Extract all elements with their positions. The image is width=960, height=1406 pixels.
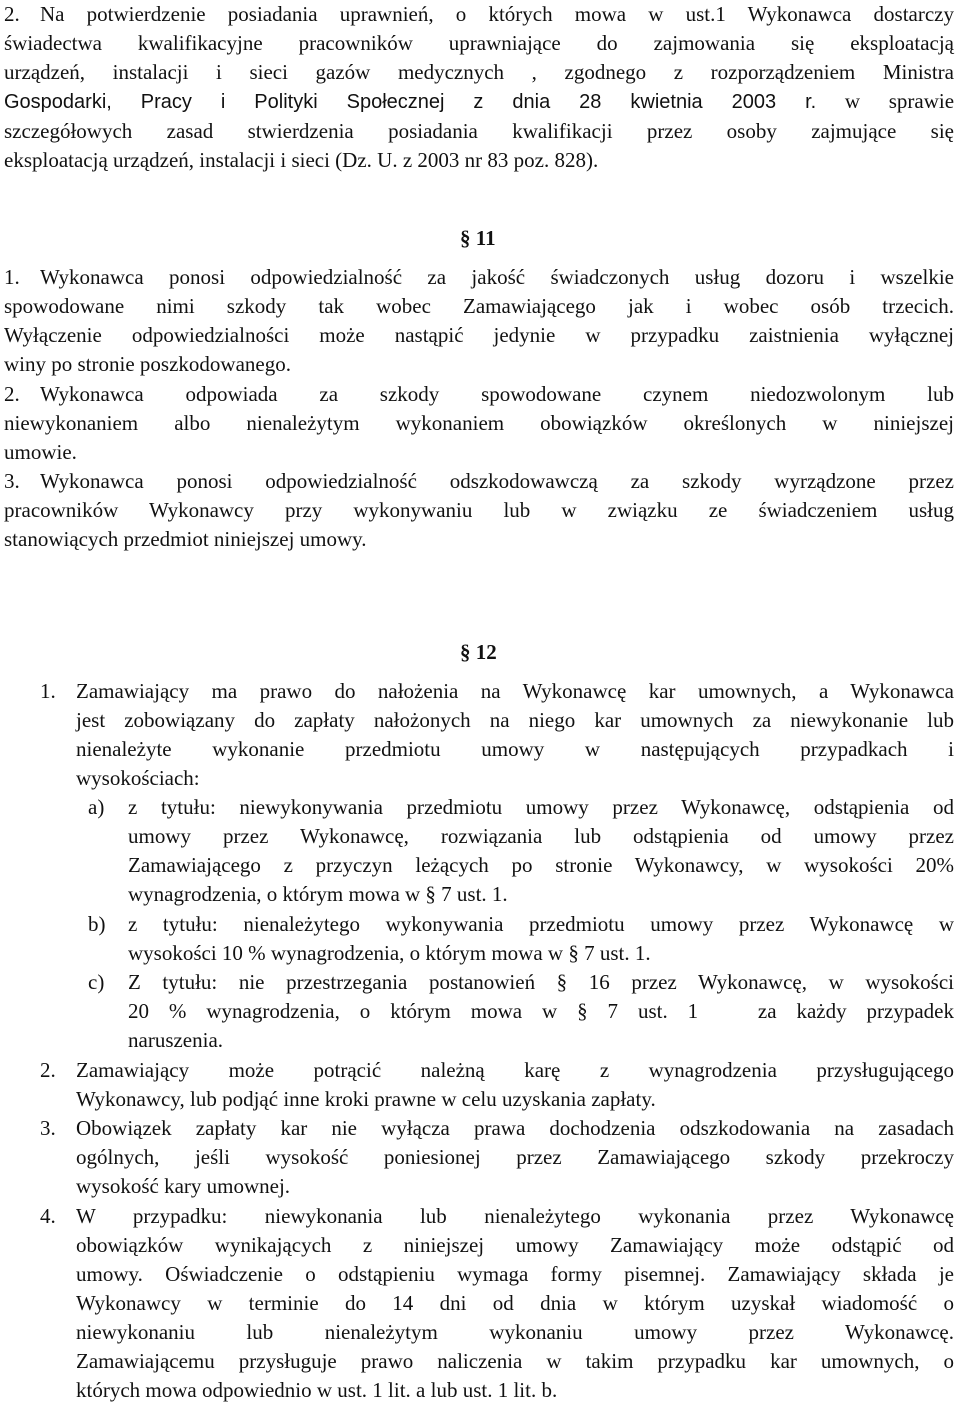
- text-line: niewykonaniem albo nienależytym wykonaniem obowiązków określonych w niniejszej: [4, 411, 954, 435]
- paragraph-12-2: [76, 1056, 954, 1114]
- item-number: 3.: [4, 469, 20, 493]
- item-number: 3.: [40, 1116, 56, 1140]
- section-heading-12: § 12: [460, 640, 497, 664]
- paragraph-11-1: [40, 263, 954, 292]
- subitem-c: [128, 968, 954, 1055]
- text-line: Wykonawca ponosi odpowiedzialność odszkodowawczą za szkody wyrządzone przez: [40, 469, 954, 493]
- text-line: pracowników Wykonawcy przy wykonywaniu lub w związku ze świadczeniem usług: [4, 498, 954, 522]
- paragraph-12-3: [76, 1114, 954, 1201]
- text-line: Zamawiającemu przysługuje prawo naliczenia w takim przypadku kar umownych, o: [76, 1349, 954, 1373]
- item-number: 2.: [40, 1058, 56, 1082]
- text-line: umowie.: [4, 440, 77, 464]
- text-line: Na potwierdzenie posiadania uprawnień, o których mowa w ust.1 Wykonawca dostarczy: [40, 2, 954, 26]
- text-line: obowiązków wynikających z niniejszej umowy Zamawiający może odstąpić od: [76, 1233, 954, 1257]
- paragraph-11-2-cont: [4, 409, 954, 467]
- paragraph-authorization: [40, 0, 954, 29]
- text-line: W przypadku: niewykonania lub nienależytego wykonania przez Wykonawcę: [76, 1204, 954, 1228]
- text-line: wysokość kary umownej.: [76, 1174, 291, 1198]
- text-line: urządzeń, instalacji i sieci gazów medycznych , zgodnego z rozporządzeniem Ministra: [4, 60, 954, 84]
- text-line: Wykonawcy w terminie do 14 dni od dnia w którym uzyskał wiadomość o: [76, 1291, 954, 1315]
- text-line: Zamawiającego z przyczyn leżących po stronie Wykonawcy, w wysokości 20%: [128, 853, 954, 877]
- text-line: niewykonaniu lub nienależytym wykonaniu umowy przez Wykonawcę.: [76, 1320, 954, 1344]
- text-line: Wykonawca ponosi odpowiedzialność za jakość świadczonych usług dozoru i wszelkie: [40, 265, 954, 289]
- paragraph-authorization-cont: [4, 29, 954, 175]
- text-line: Zamawiający ma prawo do nałożenia na Wykonawcę kar umownych, a Wykonawca: [76, 679, 954, 703]
- text-line: stanowiących przedmiot niniejszej umowy.: [4, 527, 367, 551]
- paragraph-11-3: [40, 467, 954, 496]
- text-line: Wykonawcy, lub podjąć inne kroki prawne w celu uzyskania zapłaty.: [76, 1087, 656, 1111]
- subitem-letter: b): [88, 912, 106, 936]
- text-line: z tytułu: niewykonywania przedmiotu umowy przez Wykonawcę, odstąpienia od: [128, 795, 954, 819]
- paragraph-11-2: [40, 380, 954, 409]
- text-line: nienależyte wykonanie przedmiotu umowy w następujących przypadkach i: [76, 737, 954, 761]
- paragraph-11-1-cont: [4, 292, 954, 379]
- text-fragment: Gospodarki, Pracy i Polityki Społecznej z dnia 28 kwietnia 2003 r.: [4, 91, 817, 113]
- text-line: winy po stronie poszkodowanego.: [4, 352, 291, 376]
- text-line: Obowiązek zapłaty kar nie wyłącza prawa dochodzenia odszkodowania na zasadach: [76, 1116, 954, 1140]
- text-line: Zamawiający może potrącić należną karę z wynagrodzenia przysługującego: [76, 1058, 954, 1082]
- text-line: Z tytułu: nie przestrzegania postanowień § 16 przez Wykonawcę, w wysokości: [128, 970, 954, 994]
- text-line: wynagrodzenia, o którym mowa w § 7 ust. 1.: [128, 882, 508, 906]
- paragraph-11-3-cont: [4, 496, 954, 554]
- text-fragment: w sprawie: [844, 89, 955, 113]
- text-line: wysokości 10 % wynagrodzenia, o którym mowa w § 7 ust. 1.: [128, 941, 651, 965]
- text-line: ogólnych, jeśli wysokość poniesionej przez Zamawiającego szkody przekroczy: [76, 1145, 954, 1169]
- text-line: umowy. Oświadczenie o odstąpieniu wymaga formy pisemnej. Zamawiający składa je: [76, 1262, 954, 1286]
- item-number: 1.: [4, 265, 20, 289]
- paragraph-12-4: [76, 1202, 954, 1405]
- text-line: [4, 87, 954, 117]
- item-number: 4.: [40, 1204, 56, 1228]
- text-line: naruszenia.: [128, 1028, 224, 1052]
- text-line: Wyłączenie odpowiedzialności może nastąpić jedynie w przypadku zaistnienia wyłącznej: [4, 323, 954, 347]
- text-line: jest zobowiązany do zapłaty nałożonych na niego kar umownych za niewykonanie lub: [76, 708, 954, 732]
- item-number: 2.: [4, 2, 20, 26]
- subitem-letter: c): [88, 970, 105, 994]
- text-line: spowodowane nimi szkody tak wobec Zamawiającego jak i wobec osób trzecich.: [4, 294, 954, 318]
- text-line: z tytułu: nienależytego wykonywania przedmiotu umowy przez Wykonawcę w: [128, 912, 954, 936]
- text-line: wysokościach:: [76, 766, 200, 790]
- section-heading-11: § 11: [460, 226, 496, 250]
- subitem-a: [128, 793, 954, 909]
- subitem-b: [128, 910, 954, 968]
- paragraph-12-1: [76, 677, 954, 793]
- item-number: 1.: [40, 679, 56, 703]
- text-line: eksploatacją urządzeń, instalacji i sieci (Dz. U. z 2003 nr 83 poz. 828).: [4, 148, 599, 172]
- text-line: umowy przez Wykonawcę, rozwiązania lub odstąpienia od umowy przez: [128, 824, 954, 848]
- text-line: Wykonawca odpowiada za szkody spowodowane czynem niedozwolonym lub: [40, 382, 954, 406]
- text-line: 20 % wynagrodzenia, o którym mowa w § 7 ust. 1 za każdy przypadek: [128, 999, 954, 1023]
- subitem-letter: a): [88, 795, 105, 819]
- text-line: świadectwa kwalifikacyjne pracowników uprawniające do zajmowania się eksploatacją: [4, 31, 954, 55]
- text-line: których mowa odpowiednio w ust. 1 lit. a lub ust. 1 lit. b.: [76, 1378, 558, 1402]
- text-line: szczegółowych zasad stwierdzenia posiadania kwalifikacji przez osoby zajmujące się: [4, 119, 954, 143]
- item-number: 2.: [4, 382, 20, 406]
